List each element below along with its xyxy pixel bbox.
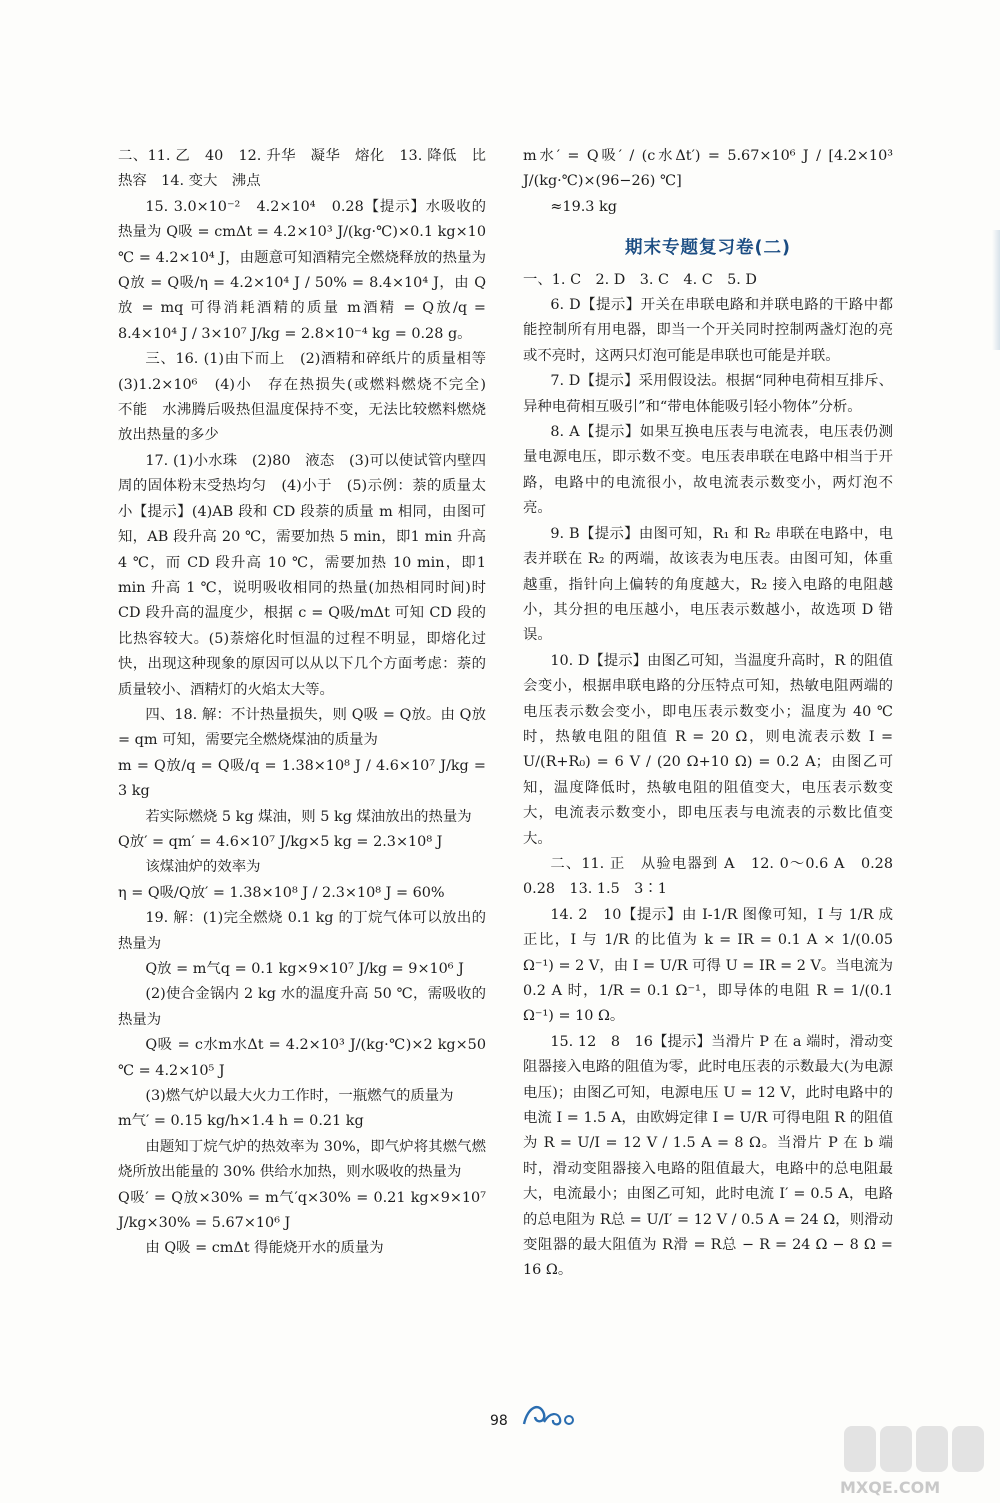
equation-water-mass-result: ≈19.3 kg <box>550 198 617 215</box>
answer-11-14: 二、11. 乙 40 12. 升华 凝华 熔化 13. 降低 比热容 14. 变大 沸点 <box>118 148 486 190</box>
answer-19-3: (3)燃气炉以最大火力工作时，一瓶燃气的质量为 <box>145 1088 454 1105</box>
watermark-text: MXQE.COM <box>840 1478 941 1497</box>
equation-19-1: Q放 = m气q = 0.1 kg×9×10⁷ J/kg = 9×10⁶ J <box>145 961 464 977</box>
answer-19-4: 由题知丁烷气炉的热效率为 30%，即气炉将其燃气燃烧所放出能量的 30% 供给水加热，则水吸收的热量为 <box>118 1138 486 1181</box>
left-column <box>118 144 501 1262</box>
answer-19-2: (2)使合金锅内 2 kg 水的温度升高 50 ℃，需吸收的热量为 <box>118 986 486 1028</box>
answer-19-1: 19. 解：(1)完全燃烧 0.1 kg 的丁烷气体可以放出的热量为 <box>118 910 486 952</box>
equation-mass: m = Q放/q = Q吸/q = 1.38×10⁸ J / 4.6×10⁷ J/kg = 3 kg <box>118 757 486 800</box>
equation-19-4: Q吸′ = Q放×30% = m气′q×30% = 0.21 kg×9×10⁷ J/kg×30% = 5.67×10⁶ J <box>118 1189 486 1232</box>
answer-16: 三、16. (1)由下而上 (2)酒精和碎纸片的质量相等 (3)1.2×10⁶ (4)小 存在热损失(或燃料燃烧不完全) 不能 水沸腾后吸热但温度保持不变，无法比较燃料燃烧放出热量的多少 <box>118 351 501 444</box>
answer-9: 9. B【提示】由图可知，R₁ 和 R₂ 串联在电路中，电表并联在 R₂ 的两端，故该表为电压表。由图可知，体重越重，指针向上偏转的角度越大，R₂ 接入电路的电阻越小，其分担的电压越小，电压表示数越小，故选项 D 错误。 <box>523 525 893 644</box>
answer-15: 15. 3.0×10⁻² 4.2×10⁴ 0.28【提示】水吸收的热量为 Q吸 = cmΔt = 4.2×10³ J/(kg·℃)×0.1 kg×10 ℃ = 4.2×10⁴ J，由题意可知酒精完全燃烧释放的热量为 Q放 = Q吸/η = 4.2×10⁴ J / 50% = 8.4×10⁴ J，由 Q放 = mq 可得消耗酒精的质量 m酒精 = Q放/q = 8.4×10⁴ J / 3×10⁷ J/kg = 2.8×10⁻⁴ kg = 0.28 g。 <box>118 198 486 342</box>
answer-18-text: 若实际燃烧 5 kg 煤油，则 5 kg 煤油放出的热量为 <box>145 808 472 825</box>
answer-10: 10. D【提示】由图乙可知，当温度升高时，R 的阻值会变小，根据串联电路的分压特点可知，热敏电阻两端的电压表示数会变小，即电压表示数变小；温度为 40 ℃时，热敏电阻的阻值 R = 20 Ω，则电流表示数 I = U/(R+R₀) = 6 V / (20 Ω+10 Ω) = 0.2 A；由图乙可知，温度降低时，热敏电阻的阻值变大，电压表示数变大，电流表示数变小，即电压表与电流表的示数比值变大。 <box>523 652 893 847</box>
page-edge-shadow <box>992 230 1000 350</box>
answer-18-text2: 该煤油炉的效率为 <box>145 859 261 876</box>
page-number: 98 <box>490 1413 508 1429</box>
answer-6: 6. D【提示】开关在串联电路和并联电路的干路中都能控制所有用电器，即当一个开关同时控制两盏灯泡的亮或不亮时，这两只灯泡可能是串联也可能是并联。 <box>523 297 893 364</box>
answer-18-intro: 四、18. 解：不计热量损失，则 Q吸 = Q放。由 Q放 = qm 可知，需要完全燃烧煤油的质量为 <box>118 706 486 749</box>
swirl-ornament-icon <box>518 1398 578 1432</box>
answer-19-5: 由 Q吸 = cmΔt 得能烧开水的质量为 <box>145 1240 384 1257</box>
answer-7: 7. D【提示】采用假设法。根据“同种电荷相互排斥、异种电荷相互吸引”和“带电体能吸引轻小物体”分析。 <box>523 373 893 415</box>
equation-efficiency: η = Q吸/Q放′ = 1.38×10⁸ J / 2.3×10⁸ J = 60% <box>118 884 445 901</box>
equation-water-mass: m水′ = Q吸′ / (c水Δt′) = 5.67×10⁶ J / [4.2×10³ J/(kg·℃)×(96−26) ℃] <box>523 148 893 190</box>
equation-19-3: m气′ = 0.15 kg/h×1.4 h = 0.21 kg <box>118 1113 364 1130</box>
answer-15-16: 15. 12 8 16【提示】当滑片 P 在 a 端时，滑动变阻器接入电路的阻值为零，此时电压表的示数最大(为电源电压)；由图乙可知，电源电压 U = 12 V，此时电路中的电流 I = 1.5 A，由欧姆定律 I = U/R 可得电阻 R 的阻值为 R = U/I = 12 V / 1.5 A = 8 Ω。当滑片 P 在 b 端时，滑动变阻器接入电路的阻值最大，电路中的总电阻最大，电流最小；由图乙可知，此时电流 I′ = 0.5 A，电路的总电阻为 R总 = U/I′ = 12 V / 0.5 A = 24 Ω，则滑动变阻器的最大阻值为 R滑 = R总 − R = 24 Ω − 8 Ω = 16 Ω。 <box>523 1033 893 1279</box>
answer-11-13: 二、11. 正 从验电器到 A 12. 0～0.6 A 0.28 0.28 13. 1.5 3∶1 <box>523 855 908 898</box>
answer-14: 14. 2 10【提示】由 I-1/R 图像可知，I 与 1/R 成正比，I 与 1/R 的比值为 k = IR = 0.1 A × 1/(0.05 Ω⁻¹) = 2 V，由 I = U/R 可得 U = IR = 2 V。当电流为 0.2 A 时，1/R = 0.1 Ω⁻¹，即导体的电阻 R = 1/(0.1 Ω⁻¹) = 10 Ω。 <box>523 906 893 1025</box>
answer-17: 17. (1)小水珠 (2)80 液态 (3)可以使试管内壁四周的固体粉末受热均匀 (4)小于 (5)示例：萘的质量太小【提示】(4)AB 段和 CD 段萘的质量 m 相同，由图可知，AB 段升高 20 ℃，需要加热 5 min，即1 min 升高 4 ℃，而 CD 段升高 10 ℃，需要加热 10 min，即1 min 升高 1 ℃，说明吸收相同的热量(加热相同时间)时 CD 段升高的温度少，根据 c = Q吸/mΔt 可知 CD 段的比热容较大。(5)萘熔化时恒温的过程不明显，即熔化过快，出现这种现象的原因可以从以下几个方面考虑：萘的质量较小、酒精灯的火焰太大等。 <box>118 452 486 698</box>
equation-heat: Q放′ = qm′ = 4.6×10⁷ J/kg×5 kg = 2.3×10⁸ J <box>118 833 443 850</box>
equation-19-2: Q吸 = c水m水Δt = 4.2×10³ J/(kg·℃)×2 kg×50 ℃ = 4.2×10⁵ J <box>118 1037 486 1079</box>
section-title: 期末专题复习卷(二) <box>625 238 791 259</box>
right-column <box>523 144 908 1284</box>
answer-1-5: 一、1. C 2. D 3. C 4. C 5. D <box>523 271 757 288</box>
answer-8: 8. A【提示】如果互换电压表与电流表，电压表仍测量电源电压，即示数不变。电压表串联在电路中相当于开路，电路中的电流很小，故电流表示数变小，两灯泡不亮。 <box>523 424 893 517</box>
